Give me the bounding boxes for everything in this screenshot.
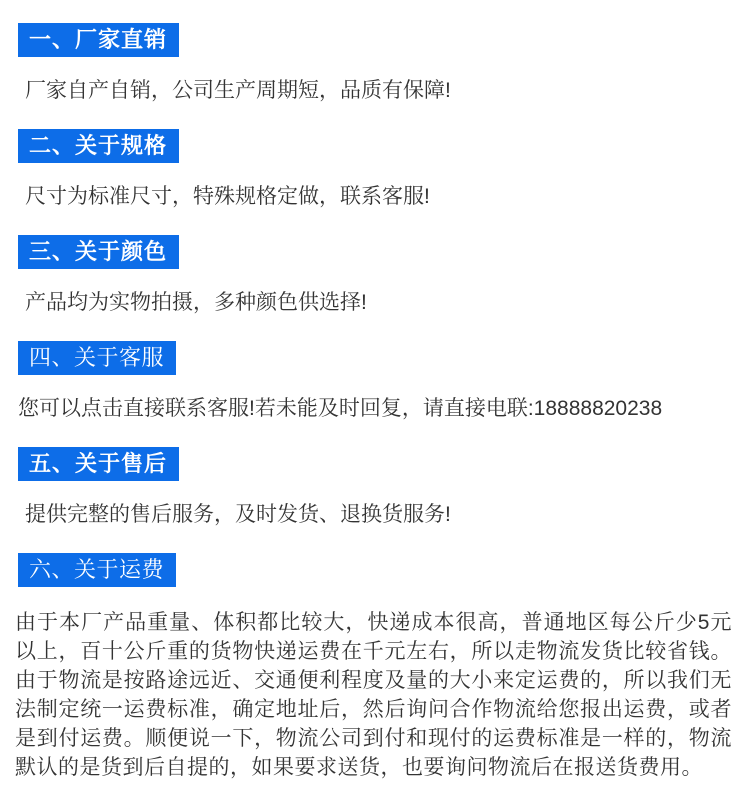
section-2-badge: 二、关于规格 [18,129,179,163]
section-specifications [0,129,750,210]
section-after-sales [0,447,750,528]
section-1-badge: 一、厂家直销 [18,23,179,57]
section-shipping-fee [0,553,750,782]
section-customer-service [0,341,750,422]
section-factory-direct [0,23,750,104]
section-2-body: 尺寸为标准尺寸，特殊规格定做，联系客服! [25,185,430,208]
section-4-badge: 四、关于客服 [18,341,176,375]
section-5-badge: 五、关于售后 [18,447,179,481]
section-1-body: 厂家自产自销，公司生产周期短，品质有保障! [25,79,451,102]
section-colors [0,235,750,316]
section-3-body: 产品均为实物拍摄，多种颜色供选择! [25,291,367,314]
section-6-badge: 六、关于运费 [18,553,176,587]
section-5-body: 提供完整的售后服务，及时发货、退换货服务! [25,503,451,526]
section-4-body: 您可以点击直接联系客服!若未能及时回复，请直接电联:18888820238 [18,397,663,420]
section-3-badge: 三、关于颜色 [18,235,179,269]
section-6-body: 由于本厂产品重量、体积都比较大，快递成本很高，普通地区每公斤少5元以上，百十公斤重的货物快递运费在千元左右，所以走物流发货比较省钱。由于物流是按路途远近、交通便利程度及量的大小来定运费的，所以我们无法制定统一运费标准，确定地址后，然后询问合作物流给您报出运费，或者是到付运费。顺便说一下，物流公司到付和现付的运费标准是一样的，物流默认的是货到后自提的，如果要求送货，也要询问物流后在报送货费用。 [15,611,732,779]
